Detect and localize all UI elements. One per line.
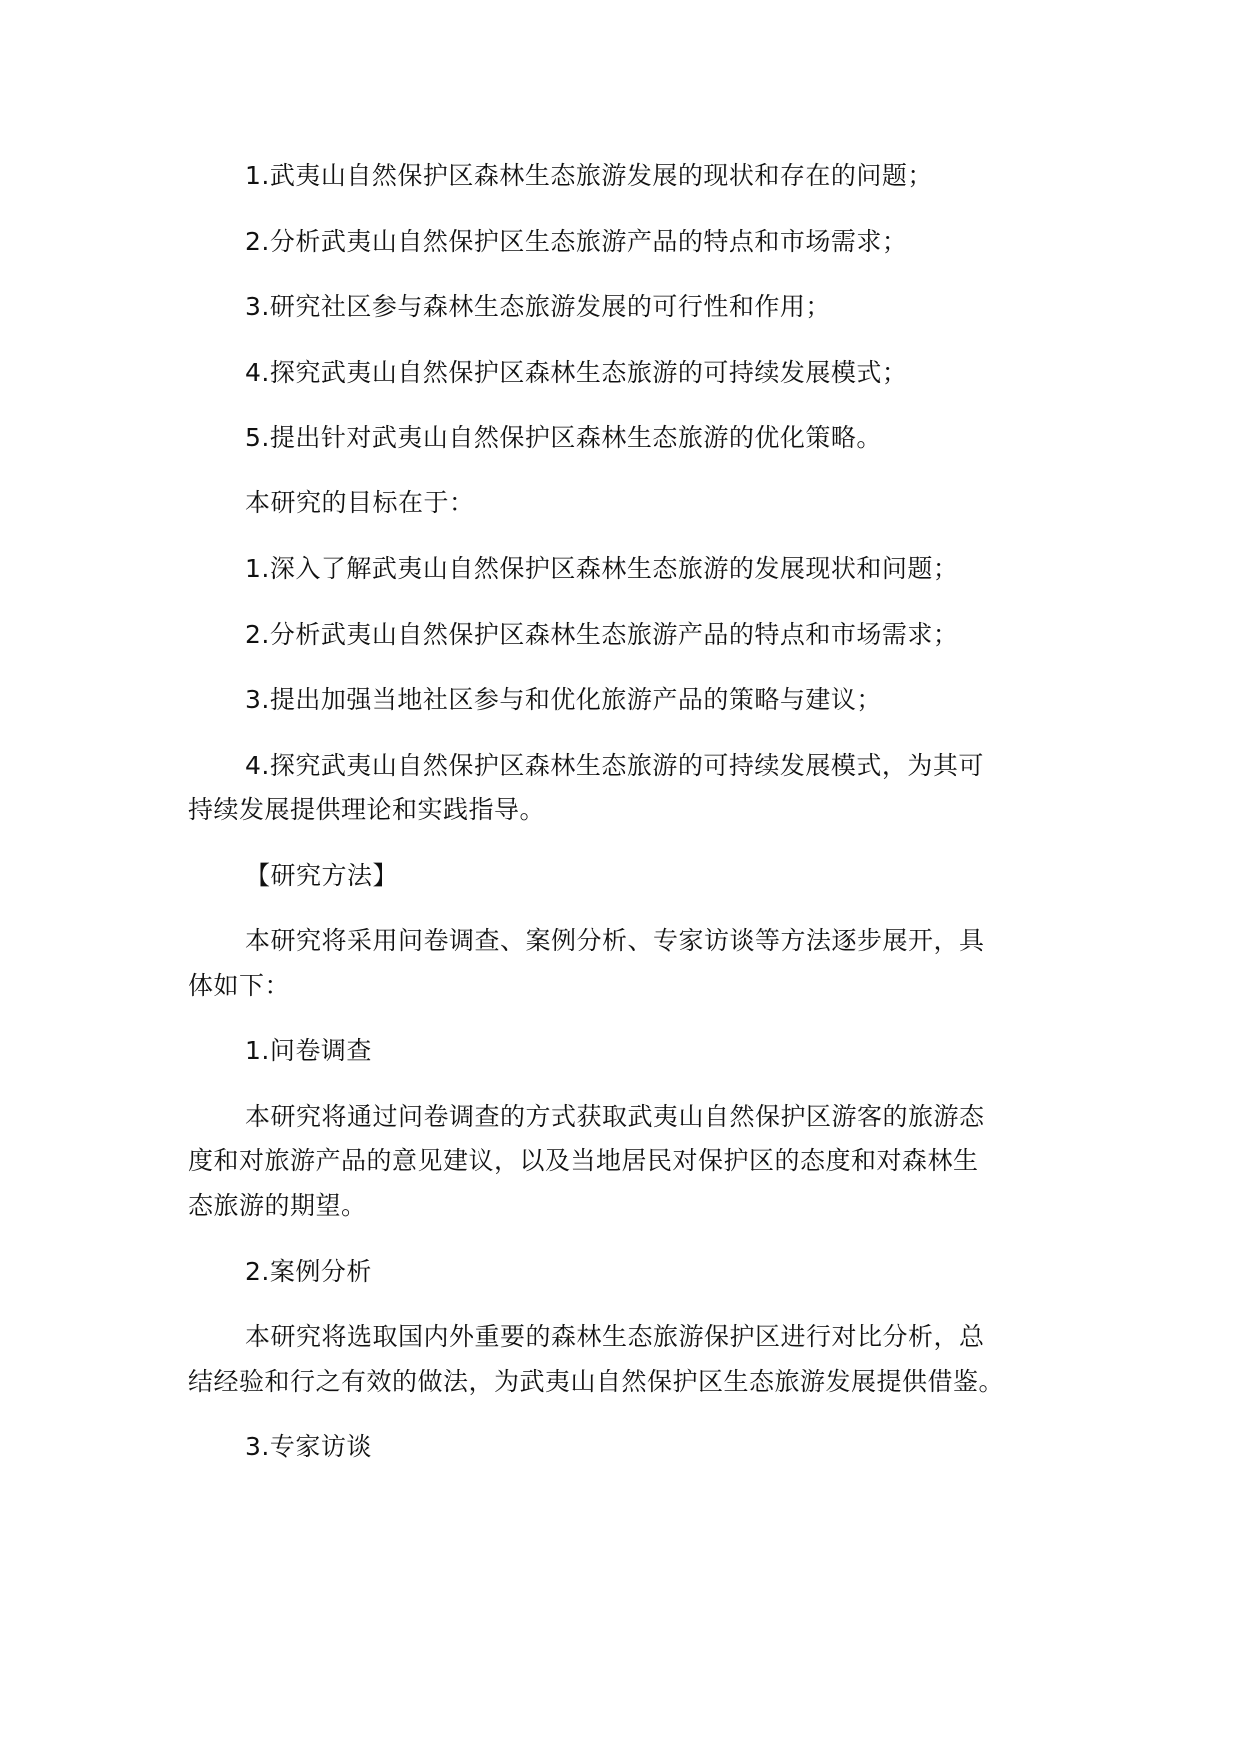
- text-line: 体如下：: [188, 971, 291, 1000]
- text-line: 3.专家访谈: [245, 1432, 372, 1461]
- text-line: 2.案例分析: [245, 1257, 372, 1286]
- text-line: 1.武夷山自然保护区森林生态旅游发展的现状和存在的问题；: [245, 161, 933, 190]
- text-line: 本研究将选取国内外重要的森林生态旅游保护区进行对比分析，总: [245, 1322, 985, 1351]
- text-line: 4.探究武夷山自然保护区森林生态旅游的可持续发展模式，为其可: [245, 751, 984, 780]
- text-line: 态旅游的期望。: [188, 1191, 367, 1220]
- text-line: 本研究将通过问卷调查的方式获取武夷山自然保护区游客的旅游态: [245, 1102, 985, 1131]
- text-line: 3.研究社区参与森林生态旅游发展的可行性和作用；: [245, 292, 831, 321]
- text-line: 2.分析武夷山自然保护区森林生态旅游产品的特点和市场需求；: [245, 620, 959, 649]
- section-heading: 【研究方法】: [245, 861, 399, 890]
- text-line: 1.深入了解武夷山自然保护区森林生态旅游的发展现状和问题；: [245, 554, 959, 583]
- text-line: 结经验和行之有效的做法，为武夷山自然保护区生态旅游发展提供借鉴。: [188, 1367, 1005, 1396]
- text-line: 持续发展提供理论和实践指导。: [188, 795, 546, 824]
- text-line: 5.提出针对武夷山自然保护区森林生态旅游的优化策略。: [245, 423, 882, 452]
- text-line: 2.分析武夷山自然保护区生态旅游产品的特点和市场需求；: [245, 227, 908, 256]
- text-line: 本研究将采用问卷调查、案例分析、专家访谈等方法逐步展开，具: [245, 926, 985, 955]
- text-line: 3.提出加强当地社区参与和优化旅游产品的策略与建议；: [245, 685, 882, 714]
- text-line: 4.探究武夷山自然保护区森林生态旅游的可持续发展模式；: [245, 358, 908, 387]
- text-line: 本研究的目标在于：: [245, 488, 475, 517]
- text-line: 度和对旅游产品的意见建议，以及当地居民对保护区的态度和对森林生: [188, 1146, 979, 1175]
- text-line: 1.问卷调查: [245, 1036, 372, 1065]
